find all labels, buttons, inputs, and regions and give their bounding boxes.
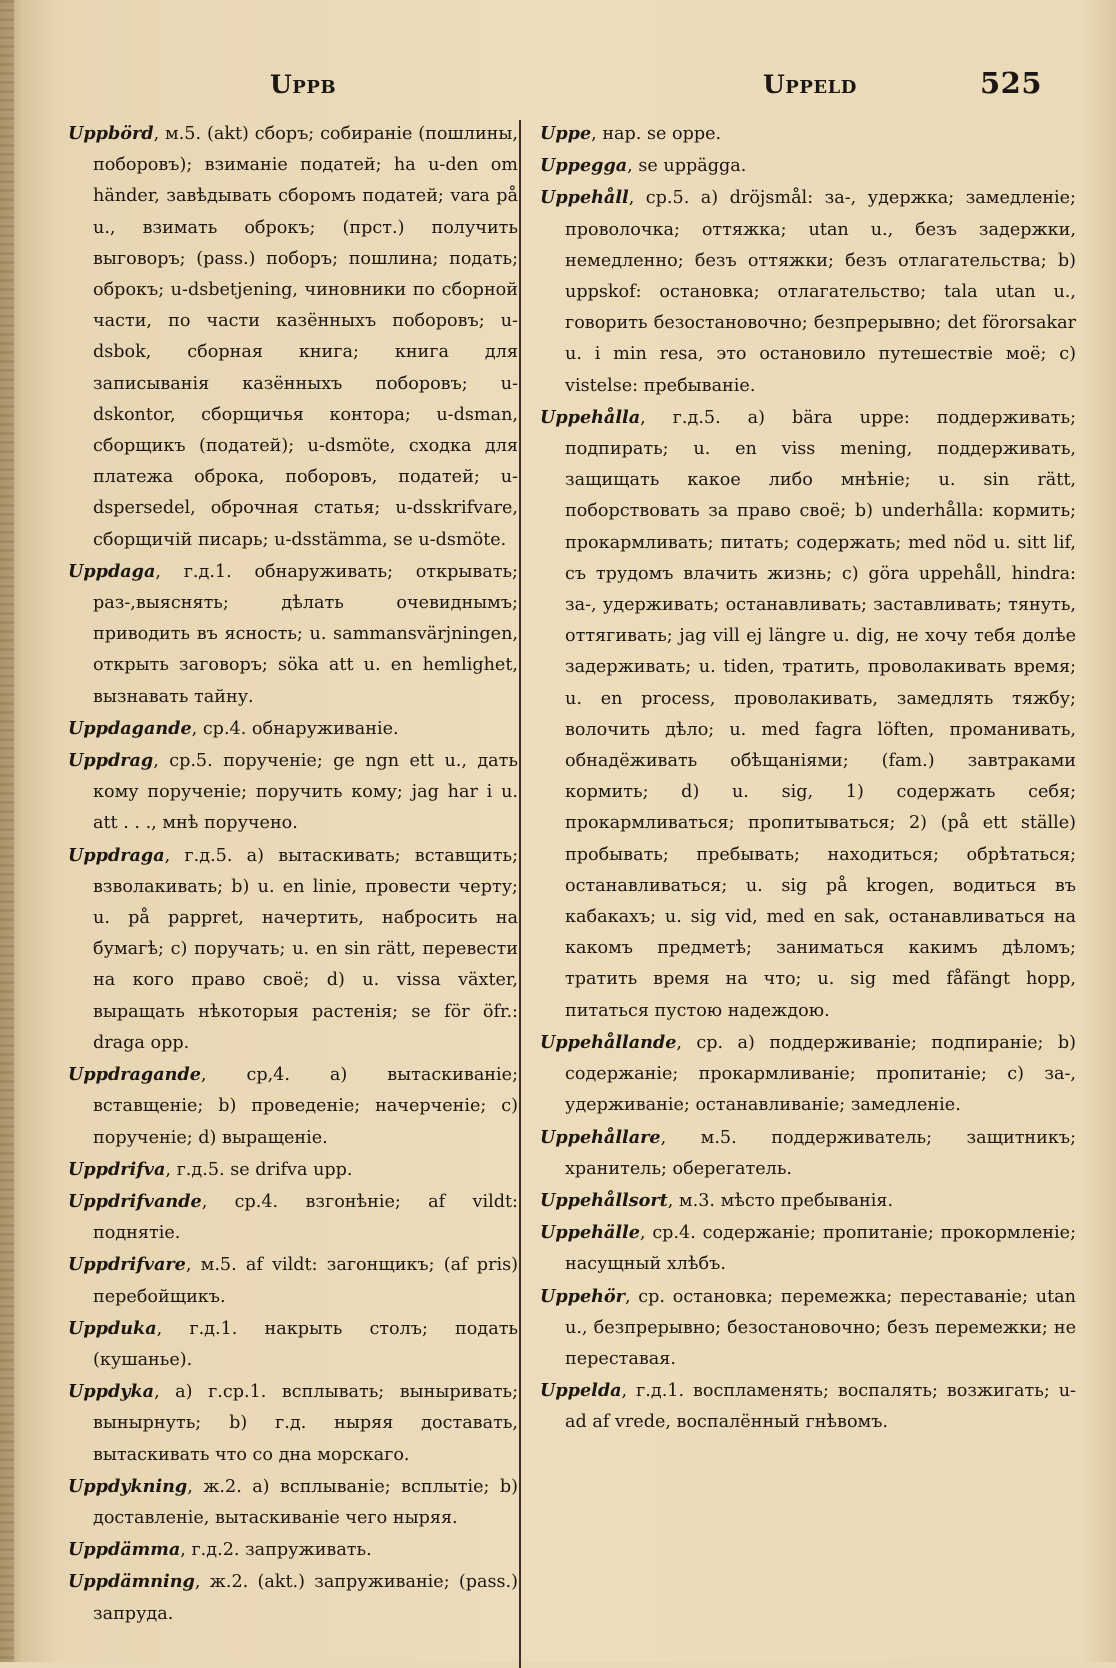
entry-uppe: Uppe, нар. se oppe. xyxy=(540,123,722,144)
page-binding-edge xyxy=(0,0,14,1662)
entry-uppbord: Uppbörd, м.5. (akt) сборъ; собиранiе (пошлины, поборовъ); взиманiе податей; ha u-den om händer, завѣдывать сборомъ податей; vara på u., взимать оброкъ; (прст.) получить выговоръ; (pass.) поборъ; пошлина; подать; оброкъ; u-dsbetjening, чиновники по сборной части, по части казённыхъ поборовъ; u-dsbok, сборная книга; книга для записыванiя казённыхъ поборовъ; u-dskontor, сборщичья контора; u-dsman, сборщикъ (податей); u-dsmöte, сходка для платежа оброка, поборовъ, податей; u-dspersedel, оброчная статья; u-dsskrifvare, сборщичiй писарь; u-dsstämma, se u-dsmöte. xyxy=(68,123,518,550)
entry-uppdrag: Uppdrag, ср.5. порученiе; ge ngn ett u., дать кому порученiе; поручить кому; jag har i u. att . . ., мнѣ поручено. xyxy=(68,750,518,834)
entry-uppegga: Uppegga, se uppägga. xyxy=(540,155,747,177)
entry-uppehor: Uppehör, ср. остановка; перемежка; переставанiе; utan u., безпрерывно; безостановочно; безъ перемежки; не переставая. xyxy=(540,1285,1076,1369)
entry-uppdykning: Uppdykning, ж.2. a) всплыванiе; всплытiе; b) доставленiе, вытаскиванiе чего ныряя. xyxy=(68,1475,518,1528)
entry-uppdragande: Uppdragande, ср,4. a) вытаскиванiе; вставщенiе; b) проведенiе; начерченiе; c) порученiе; d) выращенiе. xyxy=(68,1064,518,1148)
entry-uppdrifvande: Uppdrifvande, ср.4. взгонѣнiе; af vildt: поднятiе. xyxy=(68,1190,518,1244)
entry-uppehallande: Uppehållande, ср. a) поддерживанiе; подпиранiе; b) содержанiе; прокармливанiе; пропитанiе; c) за-, удерживанiе; останавливанiе; замедленiе. xyxy=(540,1031,1076,1116)
page-number: 525 xyxy=(980,66,1043,100)
entry-uppelda: Uppelda, г.д.1. воспламенять; воспалять; возжигать; u-ad af vrede, воспалённый гнѣвомъ. xyxy=(540,1380,1076,1433)
left-column xyxy=(68,118,518,1630)
entry-uppehalla: Uppehålla, г.д.5. a) bära uppe: поддерживать; подпирать; u. en viss mening, поддерживать, защищать какое либо мнѣнiе; u. sin rätt, поборствовать за право своё; b) underhålla: кормить; прокармливать; питать; содержать; med nöd u. sitt lif, съ трудомъ влачить жизнь; c) göra uppehåll, hindra: за-, удерживать; останавливать; заставливать; тянуть, оттягивать; jag vill ej längre u. dig, не хочу тебя долѣе задерживать; u. tiden, тратить, проволакивать время; u. en process, проволакивать, замедлять тяжбу; волочить дѣло; u. med fagra löften, проманивать, обнадёживать обѣщанiями; (fam.) завтраками кормить; d) u. sig, 1) содержать себя; прокармливаться; пропитываться; 2) (på ett ställe) пробывать; пребывать; находиться; обрѣтаться; останавливаться; u. sig på krogen, водиться въ кабакахъ; u. sig vid, med en sak, останавливаться на какомъ предметѣ; заниматься какимъ дѣломъ; тратить время на что; u. sig med fåfängt hopp, питаться пустою надеждою. xyxy=(540,406,1076,1021)
entry-uppdrifvare: Uppdrifvare, м.5. af vildt: загонщикъ; (af pris) перебойщикъ. xyxy=(68,1254,518,1307)
entry-uppdagande: Uppdagande, ср.4. обнаруживанiе. xyxy=(68,717,399,739)
entry-uppehallsort: Uppehållsort, м.3. мѣсто пребыванiя. xyxy=(540,1189,894,1211)
entry-uppdrifva: Uppdrifva, г.д.5. se drifva upp. xyxy=(68,1158,353,1180)
entry-uppdaga: Uppdaga, г.д.1. обнаруживать; открывать; раз-,выяснять; дѣлать очевиднымъ; приводить въ ясность; u. sammansvärjningen, открыть заговоръ; söka att u. en hemlighet, вызнавать тайну. xyxy=(68,560,518,707)
entry-uppehalle: Uppehälle, ср.4. содержанiе; пропитанiе; прокормленiе; насущный хлѣбъ. xyxy=(540,1222,1076,1275)
entry-uppdamma: Uppdämma, г.д.2. запруживать. xyxy=(68,1539,372,1561)
entry-uppdyka: Uppdyka, a) г.ср.1. всплывать; выныривать; вынырнуть; b) г.д. ныряя доставать, вытаскивать что со дна морскаго. xyxy=(68,1381,518,1465)
column-divider xyxy=(519,120,521,1668)
entry-uppduka: Uppduka, г.д.1. накрыть столъ; подать (кушанье). xyxy=(68,1317,518,1370)
entry-uppdraga: Uppdraga, г.д.5. a) вытаскивать; вставщить; взволакивать; b) u. en linie, провести черту; u. på pappret, начертить, набросить на бумагѣ; c) поручать; u. en sin rätt, перевести на кого право своё; d) u. vissa växter, выращать нѣкоторыя растенiя; se för öfr.: draga opp. xyxy=(68,844,518,1053)
entry-uppehallare: Uppehållare, м.5. поддерживатель; защитникъ; хранитель; оберегатель. xyxy=(540,1126,1076,1179)
right-column xyxy=(540,118,1076,1439)
entry-uppdamning: Uppdämning, ж.2. (akt.) запруживанiе; (pass.) запруда. xyxy=(68,1571,518,1624)
running-header-left: Uppb xyxy=(270,70,337,99)
running-header-right: Uppeld xyxy=(763,70,857,99)
entry-uppehall: Uppehåll, ср.5. a) dröjsmål: за-, удержка; замедленiе; проволочка; оттяжка; utan u., безъ задержки, немедленно; безъ оттяжки; безъ отлагательства; b) uppskof: остановка; отлагательство; tala utan u., говорить безостановочно; безпрерывно; det förorsakar u. i min resa, это остановило путешествiе моё; c) vistelse: пребыванiе. xyxy=(540,187,1076,396)
